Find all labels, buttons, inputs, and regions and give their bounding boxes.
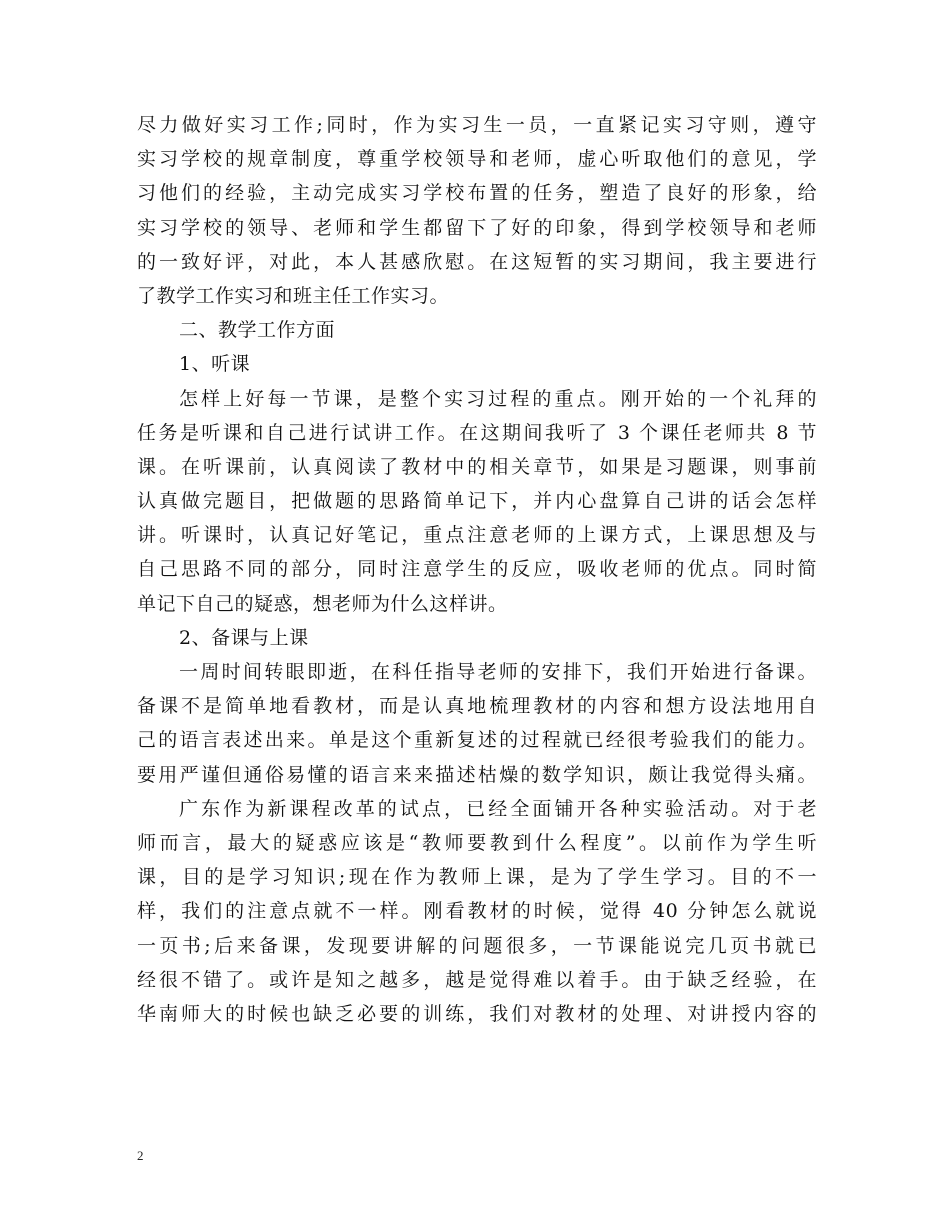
text-line: 课。在听课前，认真阅读了教材中的相关章节，如果是习题课，则事前 — [137, 455, 817, 478]
body-text — [137, 108, 817, 1031]
page-number: 2 — [137, 1148, 144, 1163]
text-line: 样，我们的注意点就不一样。刚看教材的时候，觉得 40 分钟怎么就说 — [137, 900, 817, 923]
text-line: 认真做完题目，把做题的思路简单记下，并内心盘算自己讲的话会怎样 — [137, 490, 817, 513]
text-line: 实习学校的规章制度，尊重学校领导和老师，虚心听取他们的意见，学 — [137, 148, 817, 171]
text-line: 实习学校的领导、老师和学生都留下了好的印象，得到学校领导和老师 — [137, 216, 817, 239]
text-line: 师而言，最大的疑惑应该是“教师要教到什么程度”。以前作为学生听 — [137, 831, 817, 854]
text-line: 备课不是简单地看教材，而是认真地梳理教材的内容和想方设法地用自 — [137, 695, 817, 718]
text-line: 的一致好评，对此，本人甚感欣慰。在这短暂的实习期间，我主要进行 — [137, 250, 817, 273]
text-line: 任务是听课和自己进行试讲工作。在这期间我听了 3 个课任老师共 8 节 — [137, 421, 817, 444]
text-line: 己的语言表述出来。单是这个重新复述的过程就已经很考验我们的能力。 — [137, 729, 817, 752]
text-line: 1、听课 — [179, 353, 251, 376]
text-line: 课，目的是学习知识;现在作为教师上课，是为了学生学习。目的不一 — [137, 866, 817, 889]
text-line: 2、备课与上课 — [179, 626, 309, 649]
text-line: 怎样上好每一节课，是整个实习过程的重点。刚开始的一个礼拜的 — [179, 387, 817, 410]
text-line: 习他们的经验，主动完成实习学校布置的任务，塑造了良好的形象，给 — [137, 182, 817, 205]
text-line: 广东作为新课程改革的试点，已经全面铺开各种实验活动。对于老 — [179, 797, 817, 820]
text-line: 了教学工作实习和班主任工作实习。 — [137, 284, 450, 307]
text-line: 一页书;后来备课，发现要讲解的问题很多，一节课能说完几页书就已 — [137, 934, 817, 957]
text-line: 华南师大的时候也缺乏必要的训练，我们对教材的处理、对讲授内容的 — [137, 1002, 817, 1025]
text-line: 讲。听课时，认真记好笔记，重点注意老师的上课方式，上课思想及与 — [137, 524, 817, 547]
text-line: 经很不错了。或许是知之越多，越是觉得难以着手。由于缺乏经验，在 — [137, 968, 817, 991]
text-line: 二、教学工作方面 — [179, 319, 336, 342]
text-line: 自己思路不同的部分，同时注意学生的反应，吸收老师的优点。同时简 — [137, 558, 817, 581]
text-line: 一周时间转眼即逝，在科任指导老师的安排下，我们开始进行备课。 — [179, 661, 817, 683]
text-line: 尽力做好实习工作;同时，作为实习生一员，一直紧记实习守则，遵守 — [137, 114, 817, 136]
text-line: 单记下自己的疑惑，想老师为什么这样讲。 — [137, 592, 508, 615]
text-line: 要用严谨但通俗易懂的语言来来描述枯燥的数学知识，颇让我觉得头痛。 — [137, 763, 817, 786]
